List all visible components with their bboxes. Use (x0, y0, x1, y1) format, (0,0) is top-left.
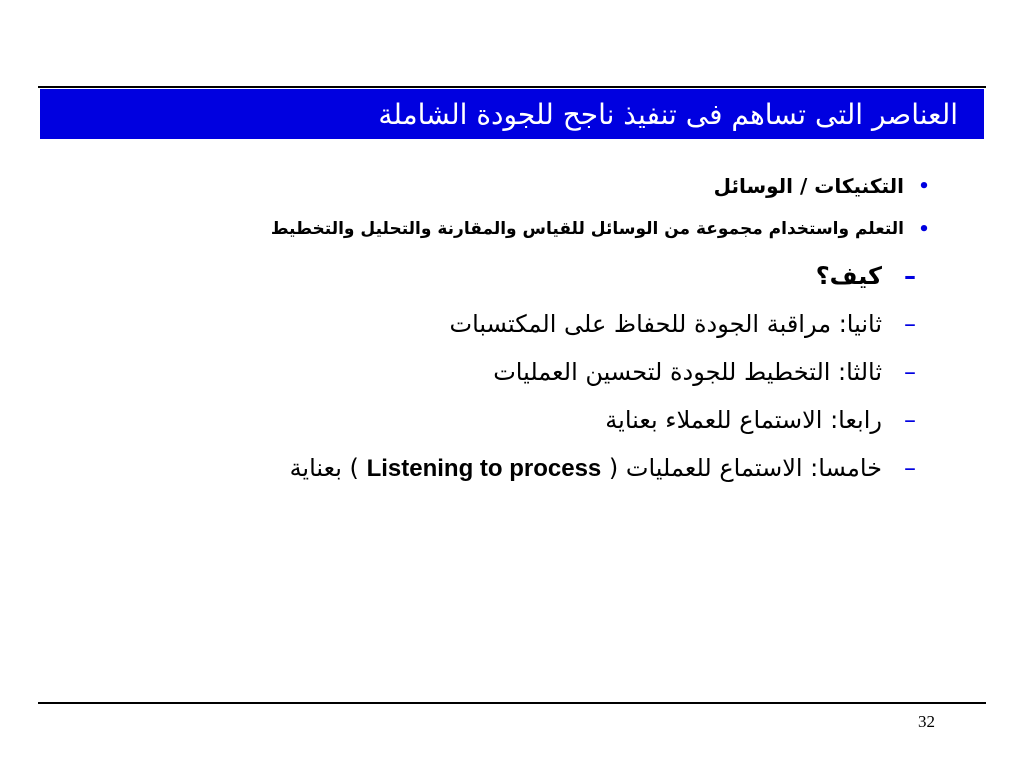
sub-item (44, 444, 916, 492)
dash-icon: – (904, 310, 916, 338)
sub-item-text: ثانيا: مراقبة الجودة للحفاظ على المكتسبات (449, 310, 882, 338)
sub-item (44, 396, 916, 444)
dash-icon: – (904, 454, 916, 482)
sub-item (44, 300, 916, 348)
dash-icon: – (904, 358, 916, 386)
bullet-item (44, 206, 930, 252)
bullet-text: التعلم واستخدام مجموعة من الوسائل للقياس والمقارنة والتحليل والتخطيط (270, 219, 904, 239)
slide-title: العناصر التى تساهم فى تنفيذ ناجح للجودة الشاملة (378, 97, 958, 131)
title-bar (40, 89, 984, 139)
sub-item (44, 252, 916, 300)
sub-item-text: رابعا: الاستماع للعملاء بعناية (605, 406, 882, 434)
sub-item-text (290, 454, 882, 483)
bullet-icon: • (918, 218, 930, 240)
bottom-divider (38, 702, 986, 704)
bullet-text: التكنيكات / الوسائل (713, 174, 904, 198)
bullet-item (44, 166, 930, 206)
sub-item-text: ثالثا: التخطيط للجودة لتحسين العمليات (493, 358, 882, 386)
dash-icon: – (904, 406, 916, 434)
english-phrase: Listening to process (366, 454, 602, 482)
bullet-icon: • (918, 175, 930, 197)
sub-item-suffix: ) بعناية (289, 453, 359, 482)
sub-item-text: كيف؟ (815, 262, 882, 290)
sub-item (44, 348, 916, 396)
top-divider (38, 86, 986, 88)
slide-content (44, 166, 930, 492)
sub-item-prefix: خامسا: الاستماع للعمليات ( (608, 453, 882, 482)
page-number: 32 (918, 712, 935, 731)
dash-icon: – (904, 262, 916, 290)
